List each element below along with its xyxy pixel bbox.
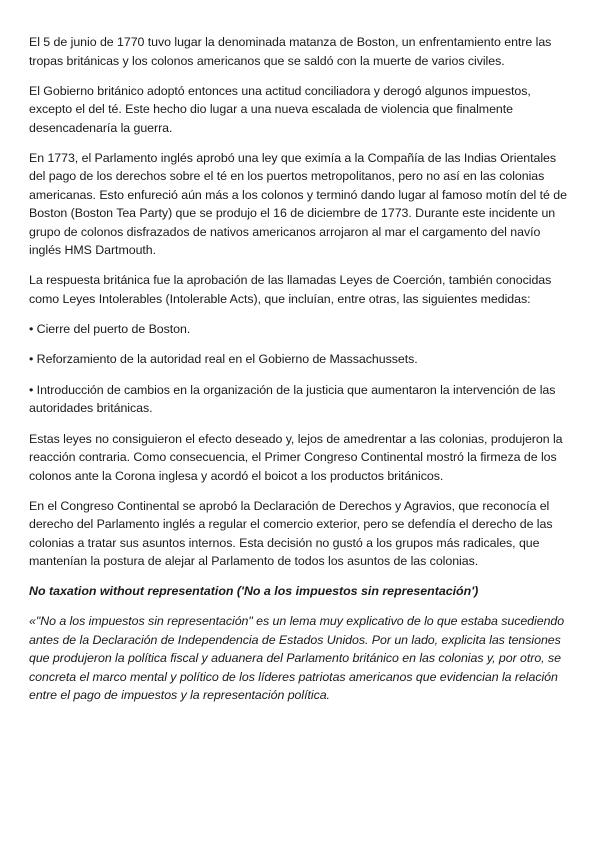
paragraph-declaration-rights: En el Congreso Continental se aprobó la Declaración de Derechos y Agravios, que reconocía el derecho del Parlamento inglés a regular el comercio exterior, pero se defendía el derecho de las colonias a tratar sus asuntos internos. Esta decisión no gustó a los grupos más radicales, que mantenían la postura de alejar al Parlamento de todos los asuntos de las colonias.: [29, 498, 553, 568]
paragraph-tea-party: En 1773, el Parlamento inglés aprobó una ley que eximía a la Compañía de las Indias Orientales del pago de los derechos sobre el té en los puertos metropolitanos, pero no así en las colonias americanas. Esto enfureció aún más a los colonos y terminó dando lugar al famoso motín del té de Boston (Boston Tea Party) que se produjo el 16 de diciembre de 1773. Durante este incidente un grupo de colonos disfrazados de nativos americanos arrojaron al mar el cargamento del navío inglés HMS Dartmouth.: [29, 150, 567, 257]
document-page: [29, 33, 575, 705]
paragraph-first-congress: Estas leyes no consiguieron el efecto deseado y, lejos de amedrentar a las colonias, produjeron la reacción contraria. Como consecuencia, el Primer Congreso Continental mostró la firmeza de los colonos ante la Corona inglesa y acordó el boicot a los productos británicos.: [29, 431, 563, 483]
paragraph-conciliatory-attitude: El Gobierno británico adoptó entonces una actitud conciliadora y derogó algunos impuestos, excepto el del té. Este hecho dio lugar a una nueva escalada de violencia que finalmente desencadenaría la guerra.: [29, 83, 531, 135]
list-item: • Cierre del puerto de Boston.: [29, 321, 191, 336]
list-item: • Reforzamiento de la autoridad real en el Gobierno de Massachussets.: [29, 352, 418, 366]
quote-paragraph: «"No a los impuestos sin representación" es un lema muy explicativo de lo que estaba sucediendo antes de la Declaración de Independencia de Estados Unidos. Por un lado, explicita las tensiones que produjeron la política fiscal y aduanera del Parlamento británico en las colonias y, por otro, se concreta el marco mental y político de los líderes patriotas americanos que evidencian la relación entre el pago de impuestos y la representación política.: [29, 614, 565, 702]
paragraph-coercive-acts: La respuesta británica fue la aprobación de las llamadas Leyes de Coerción, también conocidas como Leyes Intolerables (Intolerable Acts), que incluían, entre otras, las siguientes medidas:: [29, 273, 552, 306]
section-heading: No taxation without representation ('No a los impuestos sin representación'): [29, 584, 479, 598]
list-item: • Introducción de cambios en la organización de la justicia que aumentaron la intervención de las autoridades británicas.: [29, 382, 556, 415]
paragraph-boston-massacre: El 5 de junio de 1770 tuvo lugar la denominada matanza de Boston, un enfrentamiento entre las tropas británicas y los colonos americanos que se saldó con la muerte de varios civiles.: [29, 35, 552, 68]
